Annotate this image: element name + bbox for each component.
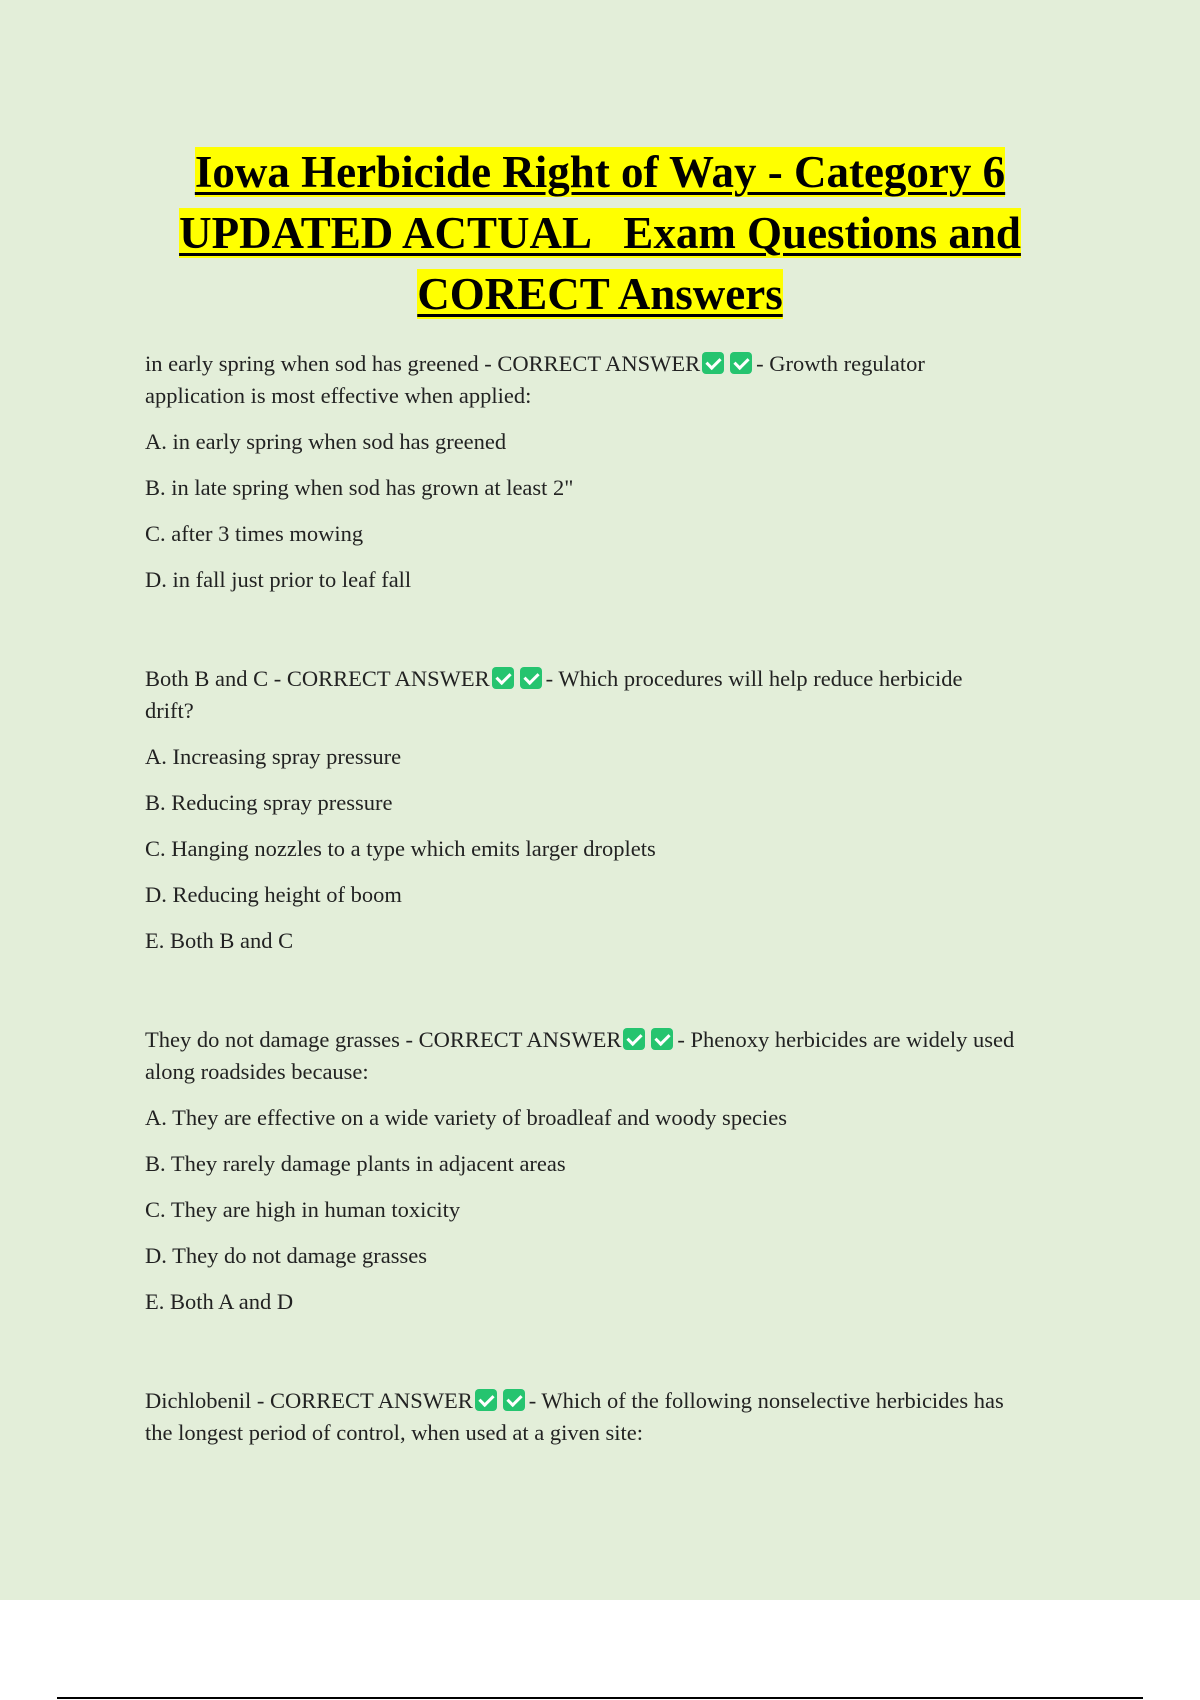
option-c: C. Hanging nozzles to a type which emits larger droplets bbox=[145, 836, 656, 861]
question-block bbox=[145, 348, 1095, 596]
answer-question-text bbox=[145, 1385, 1095, 1449]
check-mark-icon bbox=[475, 1389, 497, 1411]
question-text: - Phenoxy herbicides are widely used bbox=[677, 1027, 1015, 1052]
correct-answer-text: Both B and C - CORRECT ANSWER bbox=[145, 666, 490, 691]
question-block bbox=[145, 1024, 1095, 1318]
check-mark-icon bbox=[492, 667, 514, 689]
footer-divider bbox=[57, 1697, 1143, 1699]
document-title bbox=[100, 142, 1100, 325]
question-text-continued: drift? bbox=[145, 698, 194, 723]
option-a: A. Increasing spray pressure bbox=[145, 744, 402, 769]
title-line-3: CORECT Answers bbox=[417, 269, 783, 319]
question-text: - Which of the following nonselective herbicides has bbox=[528, 1388, 1004, 1413]
answer-question-text bbox=[145, 348, 1095, 412]
correct-answer-text: in early spring when sod has greened - CORRECT ANSWER bbox=[145, 351, 701, 376]
option-a: A. They are effective on a wide variety of broadleaf and woody species bbox=[145, 1105, 788, 1130]
check-mark-icon bbox=[520, 667, 542, 689]
question-block bbox=[145, 663, 1095, 957]
option-e: E. Both B and C bbox=[145, 928, 294, 953]
answer-question-text bbox=[145, 1024, 1095, 1088]
check-mark-icon bbox=[651, 1028, 673, 1050]
option-b: B. Reducing spray pressure bbox=[145, 790, 393, 815]
correct-answer-text: They do not damage grasses - CORRECT ANSWER bbox=[145, 1027, 622, 1052]
question-text-continued: application is most effective when applied: bbox=[145, 383, 532, 408]
check-mark-icon bbox=[623, 1028, 645, 1050]
option-d: D. in fall just prior to leaf fall bbox=[145, 567, 412, 592]
option-c: C. after 3 times mowing bbox=[145, 521, 364, 546]
title-line-2: UPDATED ACTUAL Exam Questions and bbox=[179, 208, 1021, 258]
option-d: D. Reducing height of boom bbox=[145, 882, 402, 907]
check-mark-icon bbox=[503, 1389, 525, 1411]
option-b: B. They rarely damage plants in adjacent areas bbox=[145, 1151, 566, 1176]
question-text-continued: along roadsides because: bbox=[145, 1059, 369, 1084]
correct-answer-text: Dichlobenil - CORRECT ANSWER bbox=[145, 1388, 473, 1413]
check-mark-icon bbox=[730, 352, 752, 374]
title-line-1: Iowa Herbicide Right of Way - Category 6 bbox=[194, 147, 1006, 197]
question-text-continued: the longest period of control, when used at a given site: bbox=[145, 1420, 643, 1445]
question-block bbox=[145, 1385, 1095, 1449]
option-d: D. They do not damage grasses bbox=[145, 1243, 428, 1268]
question-text: - Which procedures will help reduce herbicide bbox=[545, 666, 963, 691]
question-list bbox=[145, 348, 1095, 1516]
option-b: B. in late spring when sod has grown at least 2" bbox=[145, 475, 574, 500]
check-mark-icon bbox=[702, 352, 724, 374]
question-text: - Growth regulator bbox=[756, 351, 925, 376]
option-e: E. Both A and D bbox=[145, 1289, 294, 1314]
answer-question-text bbox=[145, 663, 1095, 727]
option-c: C. They are high in human toxicity bbox=[145, 1197, 461, 1222]
option-a: A. in early spring when sod has greened bbox=[145, 429, 507, 454]
